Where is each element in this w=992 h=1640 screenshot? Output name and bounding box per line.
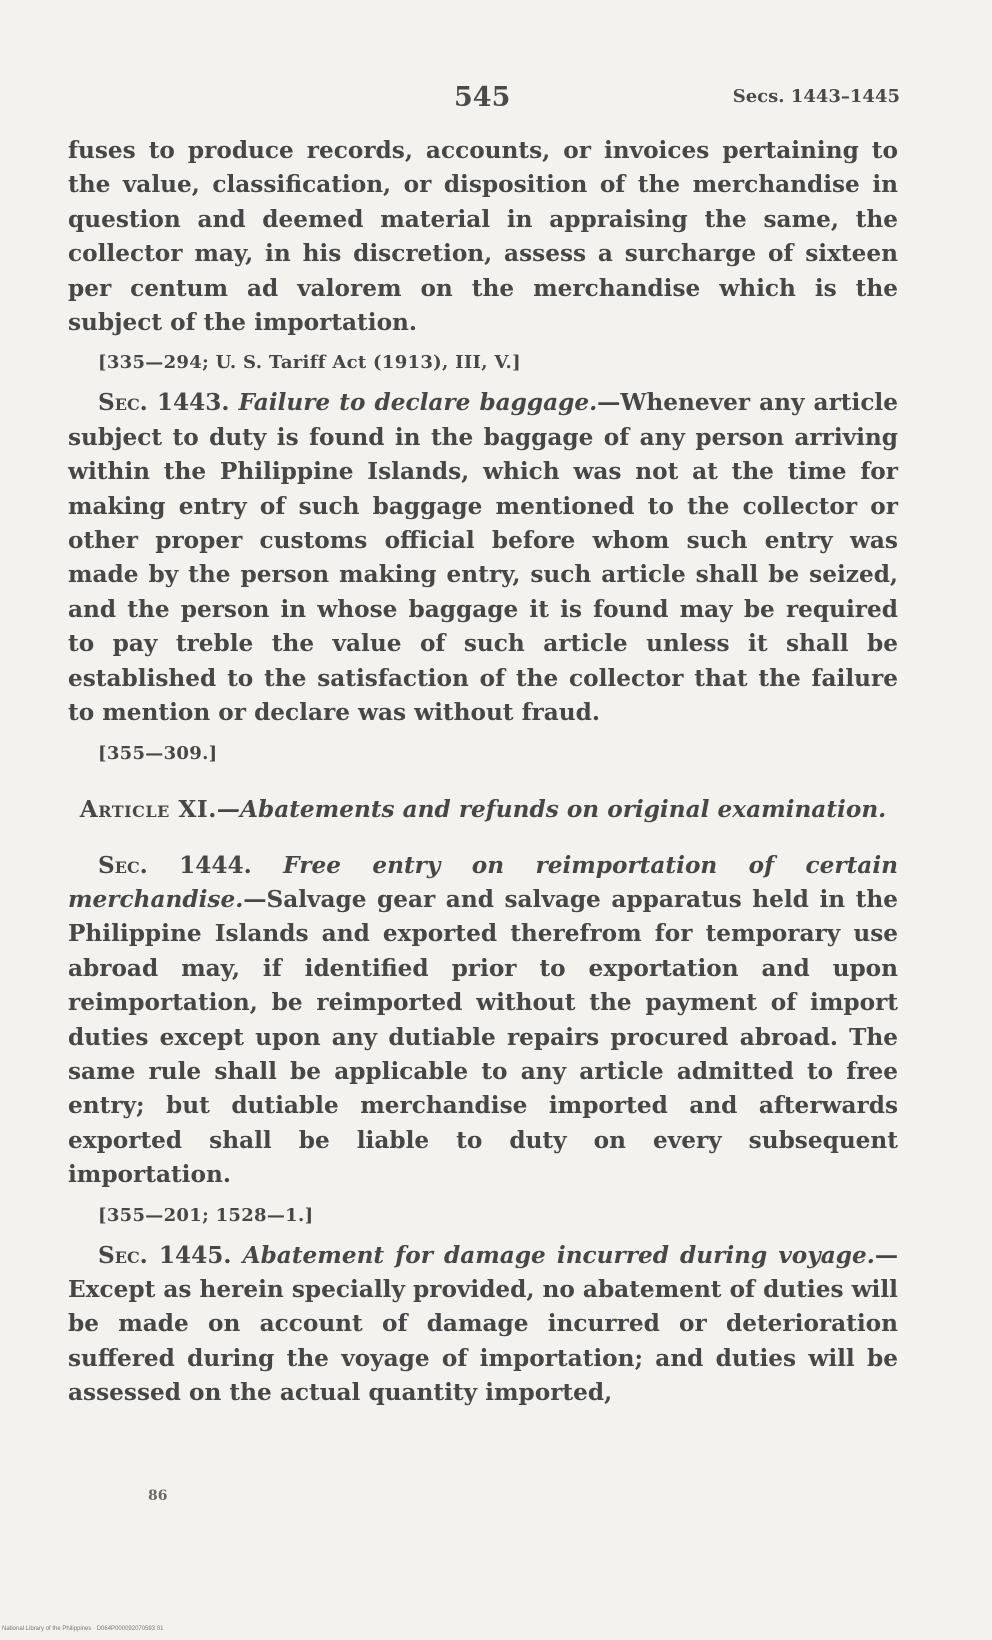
section-body: —Salvage gear and salvage apparatus held in the Philippine Islands and exported therefrom for temporary use abroad may, if identified prior to exportation and upon reimportation, be reimported without the payment of import duties except upon any dutiable repairs procured abroad. The same rule shall be applicable to any article admitted to free entry; but dutiable merchandise imported and afterwards exported shall be liable to duty on every subsequent importation. xyxy=(68,885,898,1189)
article-title: —Abatements and refunds on original examination. xyxy=(216,795,887,823)
citation-1444: [355—201; 1528—1.] xyxy=(98,1204,314,1226)
section-body: —Whenever any article subject to duty is found in the baggage of any person arriving within the Philippine Islands, which was not at the time for making entry of such baggage mentioned to the collector or other proper customs official before whom such entry was made by the person making entry, such article shall be seized, and the person in whose baggage it is found may be required to pay treble the value of such article unless it shall be established to the satisfaction of the collector that the failure to mention or declare was without fraud. xyxy=(68,389,898,727)
section-body: —Except as herein specially provided, no abatement of duties will be made on account of damage incurred or deterioration suffered during the voyage of importation; and duties will be assessed on the actual quantity imported, xyxy=(68,1241,898,1407)
article-heading xyxy=(68,793,898,827)
citation-1443: [355—309.] xyxy=(98,742,218,764)
section-label: Sec. 1443. xyxy=(98,389,230,417)
section-title: Free entry on reimportation of certain merchandise. xyxy=(68,851,898,913)
section-label: Sec. 1444. xyxy=(98,851,252,879)
section-1445 xyxy=(68,1239,898,1411)
page-number: 545 xyxy=(454,82,511,113)
footer-credit: National Library of the Philippines · D064P000092070593 01 xyxy=(2,1626,164,1632)
section-1444 xyxy=(68,849,898,1193)
section-label: Sec. 1445. xyxy=(98,1241,232,1269)
continuation-paragraph: fuses to produce records, accounts, or invoices pertaining to the value, classification, or disposition of the merchandise in question and deemed material in appraising the same, the collector may, in his discretion, assess a surcharge of sixteen per centum ad valorem on the merchandise which is the subject of the importation. xyxy=(68,137,898,337)
section-title: Failure to declare baggage. xyxy=(238,389,598,417)
page-body xyxy=(68,134,898,1411)
section-1443 xyxy=(68,386,898,730)
citation-continuation: [335—294; U. S. Tariff Act (1913), III, V.] xyxy=(98,352,521,374)
section-title: Abatement for damage incurred during voyage. xyxy=(242,1241,875,1269)
signature-mark: 86 xyxy=(148,1488,168,1504)
page-header xyxy=(70,82,900,122)
section-range: Secs. 1443–1445 xyxy=(732,86,900,107)
article-label: Article XI. xyxy=(79,795,217,823)
